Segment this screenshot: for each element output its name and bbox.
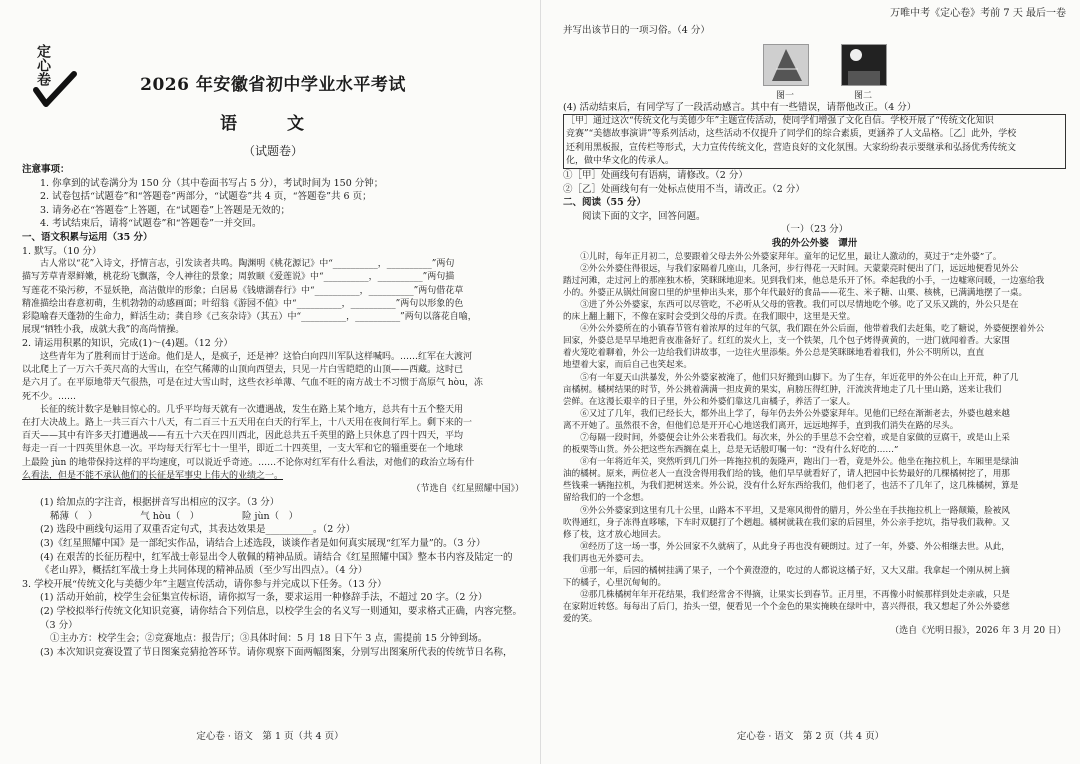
essay-line: 的板栗等山货。外公把这些东西搁在桌上，总是无话般叮嘱一句：“没有什么好吃的……” (563, 445, 899, 456)
passage-line: 上最险 jùn 的地带保持这样的平均速度，可以说近乎奇迹。……不论你对红军有什么看法，对他们的政治立场有什 (22, 457, 475, 468)
figure-2-caption: 图二 (853, 90, 872, 101)
page-footer: 定心卷 · 语文 第 1 页（共 4 页） (196, 731, 344, 742)
q1-line: 描写芳草青翠鲜嫩，桃花纷飞飘落，令人神往的景象；周敦颐《爱莲说》中“__________，__________”两句描 (22, 272, 455, 283)
passage-line: 百天——其中有许多天打遭遇战——有五十六天在四川西北，因此总共五千英里的路上只休息了四十四天，平均 (22, 431, 464, 442)
passage-source: （节选自《红星照耀中国》） (411, 484, 524, 494)
q2-item: 《老山界》，概括红军战士身上共同体现的精神品质（至少写出四点）。（4 分） (40, 565, 368, 577)
passage-line: 是六月了。在平原地带天气很热，可是在过大雪山时，这些衣衫单薄、气血不旺的南方战士不习惯于高原气 hòu，冻 (22, 378, 483, 389)
figure-1 (763, 44, 807, 101)
reflection-line: 还利用黑板报，宣传栏等形式，大力宣传传统文化，营造良好的文化氛围。大家纷纷表示要继承和弘扬优秀传统文 (566, 142, 1017, 153)
q1-line: 展现“牺牲小我，成就大我”的高尚情操。 (22, 325, 185, 336)
exam-title: 2026 年安徽省初中学业水平考试 (140, 75, 406, 95)
underlined-sentence: 么看法，但是不能不承认他们的长征是军事史上伟大的业绩之一。 (22, 470, 284, 481)
q1-line: 彩隐喻春天蓬勃的生命力，鲜活生动；龚自珍《己亥杂诗》（其五）中“__________，__________”两句以落花自喻， (22, 311, 477, 322)
essay-line: 地望着大家，而后自己也笑起来。 (563, 360, 692, 371)
essay-line: ⑫那几株橘树年年开花结果，我们经常舍不得摘，让果实长到春节。正月里，不再像小时候那样到处走亲戚，只是 (580, 590, 1010, 601)
question-title: 3. 学校开展“传统文化与美德少年”主题宣传活动，请你参与并完成以下任务。（13 分） (22, 578, 387, 590)
essay-line: ⑨外公外婆家到这里有几十公里，山路本不平坦，又是寒风彻骨的腊月，外公坐在手扶拖拉机上一路颠簸，脸被风 (580, 505, 1010, 516)
notice-item: 4. 考试结束后，请将“试题卷”和“答题卷”一并交回。 (40, 218, 262, 230)
essay-title: 我的外公外婆 谭卅 (771, 237, 858, 249)
q3-item: ①主办方：校学生会；②竞赛地点：报告厅；③具体时间：5 月 18 日下午 3 点，需提前 15 分钟到场。 (50, 633, 488, 645)
reading-intro: 阅读下面的文字，回答问题。 (582, 210, 706, 222)
q1-line: 古人常以“花”入诗文，抒情言志，引发读者共鸣。陶渊明《桃花源记》中“__________，__________”两句 (40, 259, 455, 270)
passage-line: 这些青年为了胜利而甘于送命。他们是人，是疯子，还是神？这恰白向四川军队这样喊吗。……红军在大渡河 (40, 351, 473, 362)
q3-4-item: ②［乙］处画线句有一处标点使用不当，请改正。（2 分） (563, 183, 805, 195)
q3-item: (2) 学校拟举行传统文化知识竞赛，请你结合下列信息，以校学生会的名义写一则通知，要求格式正确，内容完整。 (40, 605, 522, 617)
essay-line: ⑥又过了几年，我们已经长大，都外出上学了，每年仍去外公外婆家拜年。见他们已经在渐渐老去，外婆也越来越 (580, 408, 1010, 419)
moon-image (841, 44, 887, 86)
q2-item: (2) 选段中画线句运用了双重否定句式，其表达效果是__________。（2 分） (40, 524, 356, 536)
page-footer: 定心卷 · 语文 第 2 页（共 4 页） (736, 731, 885, 742)
notice-item: 1. 你拿到的试卷满分为 150 分（其中卷面书写占 5 分），考试时间为 150 分钟； (40, 177, 384, 189)
essay-body (563, 251, 1066, 626)
q3-4-item: ①［甲］处画线句有语病，请修改。（2 分） (563, 170, 748, 181)
q1-line: 写莲花不染污秽，不显妖艳，高洁傲岸的形象；白居易《钱塘湖春行》中“__________，__________”两句借花草 (22, 285, 464, 296)
q2-item: (4) 在艰苦的长征历程中，红军战士彰显出令人敬佩的精神品质。请结合《红星照耀中国》整本书内容及陆定一的 (40, 551, 513, 563)
notice-title: 注意事项： (22, 164, 70, 175)
essay-line: 尝鲜。在这漫长艰辛的日子里，外公和外婆们靠这几亩橘子，养活了一家人。 (563, 396, 856, 407)
section-heading: 二、阅读（55 分） (563, 197, 647, 209)
section-heading: 一、语文积累与运用（35 分） (22, 231, 153, 243)
checkmark-icon (30, 44, 80, 110)
essay-line: 踏过河滩，走过河上的那座独木桥，笑眯眯地迎来。见到我们来，他总是乐开了怀。牵起我的小手，一边嘘寒问暖，一边塞给我 (563, 275, 1045, 286)
essay-line: 油的橘树。原来，两位老人一直没舍得用我们给的钱，他们早早就看好了，请人把园中长势最好的几棵橘树挖了，用那 (563, 469, 1010, 480)
reflection-line: ［甲］通过这次“传统文化与美德少年”主题宣传活动，使同学们增强了文化自信。学校开展了“传统文化知识 (566, 116, 994, 127)
essay-line: 修了枝，这才放心地回去。 (563, 529, 667, 540)
reflection-line: 竞赛”“美德故事演讲”等系列活动，这些活动不仅提升了同学们的综合素质，更涵养了人文品格。［乙］此外，学校 (566, 129, 1017, 140)
stamp (30, 44, 80, 110)
q3-4-title: (4) 活动结束后，有同学写了一段活动感言。其中有一些错误，请帮他改正。（4 分） (563, 101, 917, 113)
passage-line: 在打大决战上。路上一共三百六十八天，有二百三十五天用在白天的行军上，十八天用在夜间行军上。剩下来的一 (22, 417, 473, 428)
stamp-text: 定心卷 (35, 44, 51, 86)
essay-line: ⑧有一年将近年关，突然听到几门外一阵拖拉机的轰隆声，跑出门一看，竟是外公。他坐在拖拉机上，车厢里是绿油 (580, 457, 1019, 468)
passage-line: 死不少。…… (22, 391, 77, 402)
essay-line: 下的橘子，心里沉甸甸的。 (563, 578, 667, 589)
essay-line: ③进了外公外婆家，东西可以尽管吃，不必听从父母的管教。我们可以尽情地吃个够。吃了又乐又跳的，外公只是在 (580, 299, 1019, 310)
q1-line: 精准描绘出春意初萌，生机勃勃的动感画面；叶绍翁《游园不值》中“__________，__________”两句以形象的色 (22, 298, 464, 309)
page-header: 万唯中考《定心卷》考前 7 天 最后一卷 (890, 8, 1066, 19)
essay-line: 我们再也无外婆可去。 (563, 553, 649, 564)
zongzi-image (763, 44, 809, 86)
notice-item: 2. 试卷包括“试题卷”和“答题卷”两部分，“试题卷”共 4 页，“答题卷”共 6 页； (40, 191, 372, 203)
essay-line: 着火笼吃着聊着，外公一边给我们讲故事，一边往火里添柴。外公总是笑眯眯地看着我们，外公不明所以，直直 (563, 348, 985, 359)
essay-line: ⑦每隔一段时间，外婆便会让外公来看我们。每次来，外公的手里总不会空着，或是自家做的豆腐干，或是山上采 (580, 432, 1010, 443)
essay-source: （选自《光明日报》，2026 年 3 月 20 日） (890, 626, 1066, 637)
q3-item: (3) 本次知识竞赛设置了节日图案竞猜抢答环节。请你观察下面两幅图案，分别写出图案所代表的传统节日名称， (40, 646, 513, 658)
notice-item: 3. 请务必在“答题卷”上答题，在“试题卷”上答题是无效的； (40, 204, 291, 216)
festival-images (563, 44, 1066, 101)
essay-line: 亩橘树。橘树结果的时节，外公挑着满满一担皮黄的果实，肩膀压得红肿，汗流浃背地走了几十里山路，送来让我们 (563, 384, 1002, 395)
essay-line: ⑤有一年夏天山洪暴发，外公外婆家被淹了，他们只好搬到山脚下。为了生存，年近花甲的外公在山上开荒，种了几 (580, 372, 1019, 383)
essay-line: 的床上翻上翻下，不像在家时会受到父母的斥责。在我们眼中，这里是天堂。 (563, 312, 856, 323)
question-title: 1. 默写。（10 分） (22, 245, 102, 257)
reading-part-title: （一）（23 分） (780, 224, 849, 236)
essay-line: 爱的笑。 (563, 614, 598, 625)
essay-line: 留给我们的一个念想。 (563, 493, 649, 504)
reflection-box (563, 114, 1066, 169)
essay-line: ①儿时，每年正月初二，总要跟着父母去外公外婆家拜年。童年的记忆里，最让人激动的，莫过于“走外婆”了。 (580, 251, 1002, 262)
figure-2 (841, 44, 885, 101)
essay-line: ⑩经历了这一场一事，外公回家不久就病了，从此身子再也没有硬朗过。过了一年，外婆、外公相继去世。从此， (580, 541, 1010, 552)
q2-item: (1) 给加点的字注音，根据拼音写出相应的汉字。（3 分） (40, 497, 280, 509)
q3-item: (1) 活动开始前，校学生会征集宣传标语，请你拟写一条，要求运用一种修辞手法，不超过 20 字。（2 分） (40, 592, 488, 604)
passage-line: 以北爬上了一万六千英尺高的大雪山，在空气稀薄的山顶向西望去，只见一片白雪皑皑的山顶——西藏。这时已 (22, 365, 464, 376)
essay-line: ④外公外婆所在的小镇春节管有着浓厚的过年的气氛，我们跟在外公后面，他带着我们去赶集，吃了糖说，外婆便摆着外公 (580, 324, 1045, 335)
essay-line: 离不开她了。虽然很不舍，但他们总是开开心心地送我们离开，远远地挥手，直到我们消失在路的尽头。 (563, 420, 959, 431)
q2-item: (3)《红星照耀中国》是一部纪实作品，请结合上述选段，谈谈作者是如何真实展现“红军力量”的。（3 分） (40, 537, 486, 549)
essay-line: 些钱乘一辆拖拉机，为我们把树送来。外公说，没有什么好东西给我们，他们老了，也活不了几年了，这几株橘树，算是 (563, 481, 1019, 492)
passage-line: 长征的统计数字是触目惊心的。几乎平均每天就有一次遭遇战，发生在路上某个地方，总共有十五个整天用 (40, 404, 464, 415)
essay-line: 吹得通红，身子冻得直哆嗦，下车时双腿打了个趔趄。橘树就栽在我们家的后园里，外公亲手挖坑，指导我们栽种。又 (563, 517, 1010, 528)
subject-title: 语 文 (220, 114, 326, 134)
question-title: 2. 请运用积累的知识，完成(1)～(4)题。（12 分） (22, 338, 233, 350)
q3-item: （3 分） (40, 619, 78, 631)
figure-1-caption: 图一 (775, 90, 794, 101)
essay-line: ⑪那一年，后园的橘树挂满了果子，一个个黄澄澄的，吃过的人都说这橘子好，又大又甜。我拿起一个刚从树上摘 (580, 566, 1010, 576)
passage-line: 每走一百一十四英里休息一次。平均每天行军七十一里半，即近二十四英里，一支大军和它的辎重要在一个地球 (22, 444, 464, 455)
essay-line: ②外公外婆住得很远，与我们家隔着几座山，几条河，步行得花一天时间。天蒙蒙亮时便出了门，远远地便看见外公 (580, 263, 1019, 274)
essay-line: 在家附近转悠。每每出了后门，抬头一望，便看见一个个金色的果实掩映在绿叶中，喜兴得很，我又想起了外公外婆慈 (563, 602, 1010, 613)
essay-line: 回家，外婆总是早早地把肯夜准备好了。红红的炭火上，支一个铁架，几个包子烤得黄黄的，一进门就闻着香。大家围 (563, 336, 1010, 347)
essay-line: 小的。外婆正从锅灶间窗口里的炉里伸出头来，那个年代最好的食品——花生、米子糖、山栗、核桃，已满满地摆了一桌。 (563, 287, 1028, 298)
page-2 (540, 0, 1080, 764)
reflection-line: 化，做中华文化的传承人。 (566, 155, 675, 166)
q2-item: 稀薄（ ） 气 hòu（ ） 险 jùn（ ） (50, 510, 299, 522)
question-continuation: 并写出该节日的一项习俗。（4 分） (563, 25, 710, 36)
exam-subtitle: （试题卷） (242, 144, 303, 158)
